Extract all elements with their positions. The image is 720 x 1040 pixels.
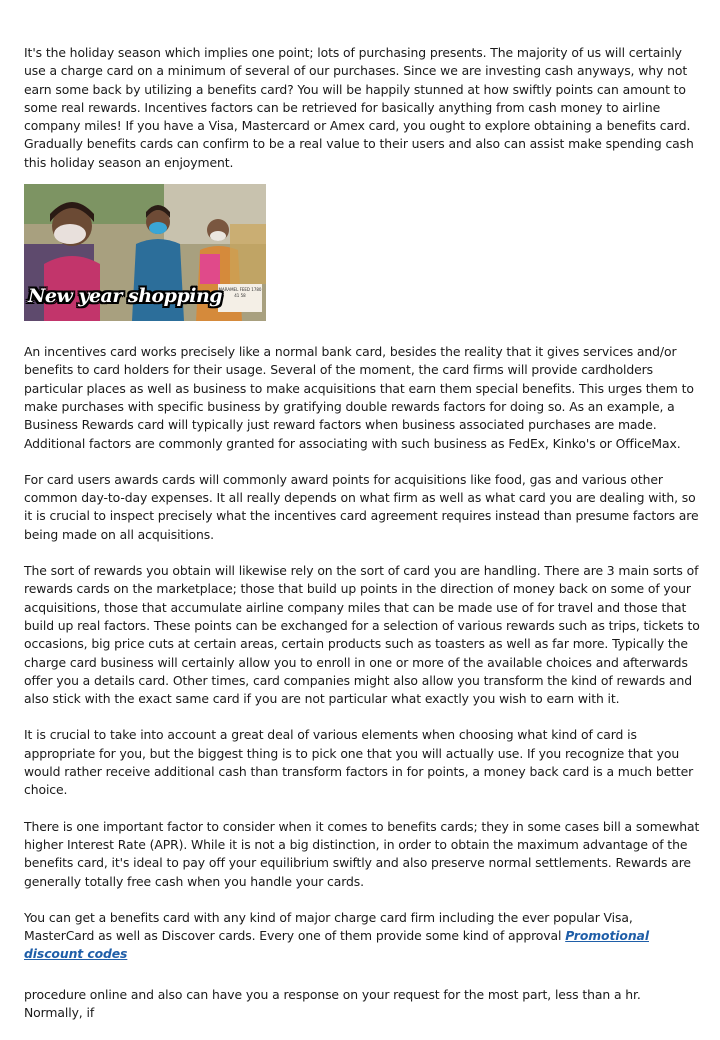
paragraph-interest-rate: There is one important factor to consider when it comes to benefits cards; they in some cases bill a somewhat higher Interest Rate (APR). While it is not a big distinction, in order to obtain the maximum advantage of the benefits card, it's ideal to pay off your equilibrium swiftly and also preserve normal settlements. Rewards are generally totally free cash when you handle your cards. <box>24 818 700 889</box>
paragraph-incentives-card: An incentives card works precisely like a normal bank card, besides the reality that it gives services and/or benefits to card holders for their usage. Several of the moment, the card firms will provide cardholders particular places as well as business to make acquisitions that earn them special benefits. This urges them to make purchases with specific business by gratifying double rewards factors for doing so. As an example, a Business Rewards card will typically just reward factors when business associated purchases are made. Additional factors are commonly granted for associating with such business as FedEx, Kinko's or OfficeMax. <box>24 344 694 451</box>
hero-sign-text: MARAMEL FEED 1780 41 58 <box>218 287 262 299</box>
promotional-discount-link[interactable]: Promotional discount codes <box>24 928 649 962</box>
paragraph-rewards-types: The sort of rewards you obtain will likewise rely on the sort of card you are handling. There are 3 main sorts of rewards cards on the marketplace; those that build up points in the direction of money back on some of your acquisitions, those that accumulate airline company miles that can be made use of for travel and those that build up real factors. These points can be exchanged for a selection of various rewards such as trips, tickets to occasions, big price cuts at certain areas, certain products such as toasters as well as far more. Typically the charge card business will certainly allow you to enroll in one or more of the available choices and afterwards offer you a details card. Other times, card companies might also allow you transform the kind of rewards and also stick with the exact same card if you are not particular what exactly you wish to earn with it. <box>24 563 700 707</box>
paragraph-closing: procedure online and also can have you a response on your request for the most part, less than a hr. Normally, if <box>24 986 641 1020</box>
paragraph-intro: It's the holiday season which implies one point; lots of purchasing presents. The majority of us will certainly use a charge card on a minimum of several of our purchases. Since we are investing cash anyways, why not earn some back by utilizing a benefits card? You will be happily stunned at how swiftly points can amount to some real rewards. Incentives factors can be retrieved for basically anything from cash money to airline company miles! If you have a Visa, Mastercard or Amex card, you ought to explore obtaining a benefits card. Gradually benefits cards can confirm to be a real value to their users and also can assist make spending cash this holiday season an enjoyment. <box>24 45 694 170</box>
paragraph-card-firms <box>24 909 700 964</box>
paragraph-card-firms-text: You can get a benefits card with any kind of major charge card firm including the ever popular Visa, MasterCard as well as Discover cards. Every one of them provide some kind of approval <box>24 909 633 944</box>
hero-caption: New year shopping <box>28 285 223 308</box>
paragraph-choosing-card: It is crucial to take into account a great deal of various elements when choosing what kind of card is appropriate for you, but the biggest thing is to pick one that you will actually use. If you recognize that you would rather receive additional cash than transform factors in for points, a money back card is a much better choice. <box>24 727 694 798</box>
article-body <box>24 44 700 1040</box>
paragraph-card-users: For card users awards cards will commonly award points for acquisitions like food, gas and various other common day-to-day expenses. It all really depends on what firm as well as what card you are dealing with, so it is crucial to inspect precisely what the incentives card agreement requires instead than presume factors are being made on all acquisitions. <box>24 471 699 542</box>
hero-image <box>24 184 266 321</box>
